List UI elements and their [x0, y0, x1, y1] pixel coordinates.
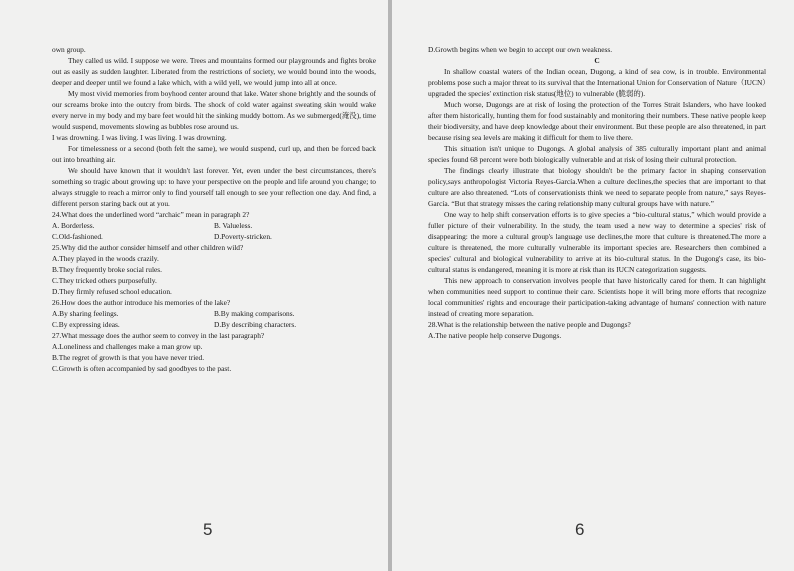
- option: C.They tricked others purposefully.: [52, 276, 157, 285]
- option: B.They frequently broke social rules.: [52, 265, 163, 274]
- paragraph: They called us wild. I suppose we were. Trees and mountains formed our playgrounds and fights broke out as easily as sudden laughter. Liberated from the restrictions of society, we would bound into the woods, deeper and deeper until we found a lake which, with a wild yell, we would jump into all at once.: [52, 56, 376, 87]
- question-27: 27.What message does the author seem to convey in the last paragraph?: [52, 331, 265, 340]
- option: B.The regret of growth is that you have never tried.: [52, 353, 205, 362]
- paragraph: This situation isn't unique to Dugongs. A global analysis of 385 culturally important plant and animal species found 68 percent were both biologically vulnerable and at risk of losing their cultural protection.: [428, 144, 766, 164]
- paragraph: own group.: [52, 45, 86, 54]
- options-row: [52, 220, 376, 231]
- options-row: [52, 319, 376, 330]
- paragraph: In shallow coastal waters of the Indian ocean, Dugong, a kind of sea cow, is in trouble. Environmental problems pose such a major threat to its survival that the International Union for Conservation of Nature（IUCN）upgraded the species' extinction risk status(地位) to vulnerable (脆弱的).: [428, 67, 766, 98]
- option: C.Growth is often accompanied by sad goodbyes to the past.: [52, 364, 232, 373]
- paragraph: Much worse, Dugongs are at risk of losing the protection of the Torres Strait Islanders, who have looked after them historically, hunting them for food sustainably and monitoring their numbers. These native people keep their biodiversity, and have deep knowledge about their environment. But these people are also threatened, in part because rising sea levels are making it difficult for them to live there.: [428, 100, 766, 142]
- option: A.They played in the woods crazily.: [52, 254, 159, 263]
- paragraph: The findings clearly illustrate that biology shouldn't be the primary factor in shaping conservation policy,says anthropologist Victoria Reyes-García.When a culture declines,the species that are important to that culture are also threatened. “Lots of conservationists think we need to separate people from nature,” says Reyes-García. “But that strategy misses the caring relationship many cultural groups have with nature.”: [428, 166, 766, 208]
- option: A.The native people help conserve Dugongs.: [428, 331, 562, 340]
- paragraph: One way to help shift conservation efforts is to give species a “bio-cultural status,” which would provide a fuller picture of their vulnerability. In the study, the team used a new way to determine a species' risk of disappearing: the more a cultural group's language use declines,the more that culture is threatened.The more a culture is threatened, the more culturally vulnerable its important species are. Researchers then combined a species' cultural and biological vulnerability to arrive at its bio-cultural status. In the Dugong's case, its bio-cultural status is endangered, meaning it is more at risk than its IUCN categorization suggests.: [428, 210, 766, 274]
- option: B.By making comparisons.: [214, 309, 295, 318]
- option: D.By describing characters.: [214, 320, 297, 329]
- option: C.Old-fashioned.: [52, 232, 103, 241]
- page-number: 5: [203, 520, 213, 539]
- paragraph: We should have known that it wouldn't last forever. Yet, even under the best circumstances, there's something so tragic about growing up: to have your perspective on the people and life around you change; to always struggle to reach a mirror only to find yourself tall enough to see your reflection one day. And find, a different person staring back out at you.: [52, 166, 376, 208]
- paragraph: This new approach to conservation involves people that have historically cared for them. It can highlight when communities need support to continue their care. Scientists hope it will bring more efforts that recognize local communities' rights and encourage their participation-taking advantage of humans' connection with nature instead of creating more separation.: [428, 276, 766, 318]
- option: D.They firmly refused school education.: [52, 287, 172, 296]
- section-heading: C: [594, 56, 600, 65]
- paragraph: For timelessness or a second (both felt the same), we would suspend, curl up, and then be forced back out into breathing air.: [52, 144, 376, 164]
- right-text-column: [428, 44, 766, 341]
- paragraph: My most vivid memories from boyhood center around that lake. Water shone brightly and the sounds of our screams broke into the outcry from birds. The shock of cold water against sweating skin would wake every nerve in my body and my bare feet would hit the sinking muddy bottom. As we submerged(淹没), time would suspend, movements slowing as bubbles rose around us.: [52, 89, 376, 131]
- page-number: 6: [575, 520, 585, 539]
- option: A. Borderless.: [52, 221, 95, 230]
- option: C.By expressing ideas.: [52, 320, 120, 329]
- question-28: 28.What is the relationship between the native people and Dugongs?: [428, 320, 631, 329]
- option: D.Growth begins when we begin to accept our own weakness.: [428, 45, 613, 54]
- options-row: [52, 308, 376, 319]
- option: A.Loneliness and challenges make a man grow up.: [52, 342, 203, 351]
- page-left: [0, 0, 388, 571]
- option: B. Valueless.: [214, 221, 253, 230]
- option: D.Poverty-stricken.: [214, 232, 272, 241]
- question-26: 26.How does the author introduce his memories of the lake?: [52, 298, 231, 307]
- left-text-column: [52, 44, 376, 374]
- options-row: [52, 231, 376, 242]
- question-24: 24.What does the underlined word “archaic” mean in paragraph 2?: [52, 210, 250, 219]
- page-right: [392, 0, 794, 571]
- option: A.By sharing feelings.: [52, 309, 119, 318]
- question-25: 25.Why did the author consider himself and other children wild?: [52, 243, 244, 252]
- paragraph: I was drowning. I was living. I was living. I was drowning.: [52, 133, 227, 142]
